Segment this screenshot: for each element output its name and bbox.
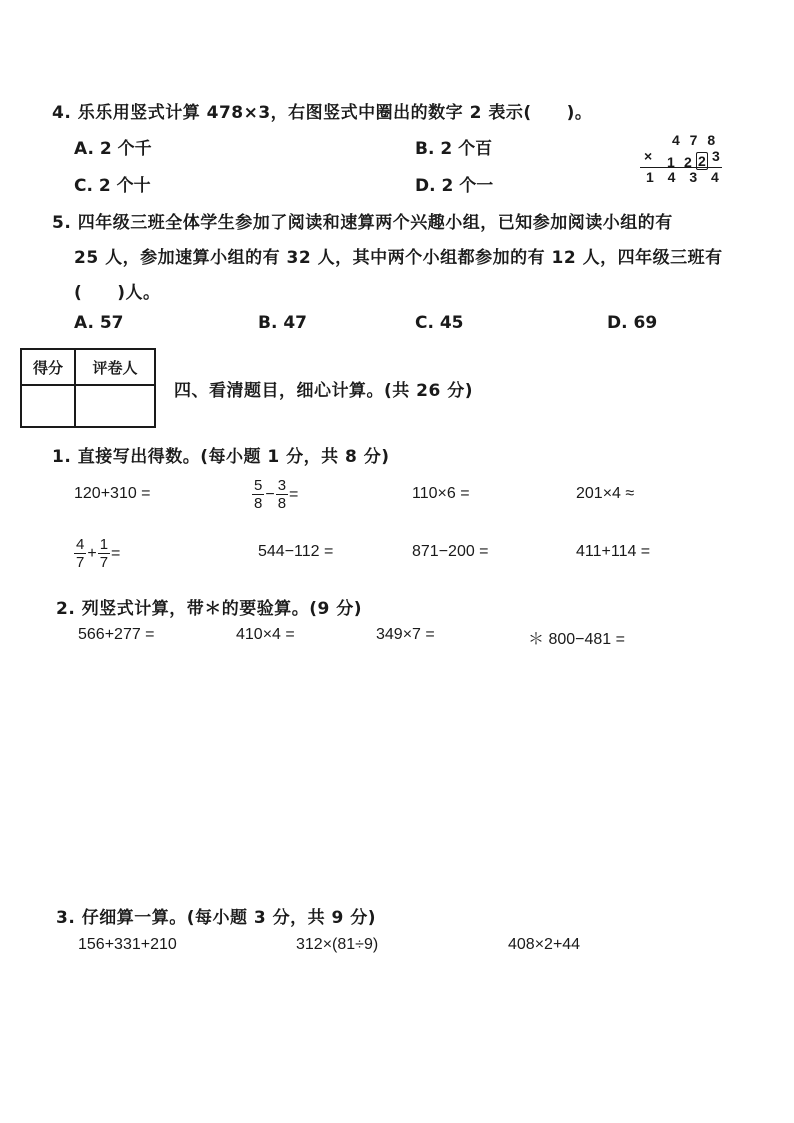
numerator: 4 [76, 536, 85, 553]
fraction-expression [252, 477, 299, 512]
calc-expression: 312×(81÷9) [296, 936, 379, 953]
carry-digit-1: 1 [667, 154, 675, 170]
calc-expression: 120+310 = [74, 485, 151, 502]
circled-carry-digit: 2 [698, 153, 706, 169]
vertical-rule [640, 167, 722, 168]
section-4-title: 四、看清题目，细心计算。(共 26 分) [174, 381, 474, 401]
question-5-line3: ( )人。 [74, 283, 161, 303]
calc-expression: 566+277 = [78, 626, 155, 643]
calc-expression: 544−112 = [258, 543, 334, 560]
score-cell [21, 385, 75, 427]
calc-expression: 349×7 = [376, 626, 435, 643]
denominator: 7 [76, 554, 85, 571]
vertical-result: 1 4 3 4 [646, 169, 724, 185]
calc-expression: 871−200 = [412, 543, 489, 560]
fraction [74, 536, 86, 571]
fraction-expression [74, 536, 121, 571]
subquestion-2-title: 2. 列竖式计算，带＊的要验算。(9 分) [56, 599, 362, 619]
fraction [252, 477, 264, 512]
equals-sign: = [111, 544, 121, 562]
q4-option-b: B. 2 个百 [415, 139, 493, 159]
calc-expression: 411+114 = [576, 543, 651, 560]
denominator: 8 [277, 495, 287, 512]
numerator: 5 [254, 477, 263, 494]
denominator: 8 [254, 495, 263, 512]
equals-sign: = [289, 485, 299, 503]
subquestion-3-title: 3. 仔细算一算。(每小题 3 分，共 9 分) [56, 908, 377, 928]
numerator: 1 [99, 536, 109, 553]
vertical-factor: 3 [712, 148, 720, 164]
q5-option-d: D. 69 [607, 313, 658, 333]
question-5-line2: 25 人，参加速算小组的有 32 人，其中两个小组都参加的有 12 人，四年级三班有 [74, 248, 723, 268]
denominator: 7 [99, 554, 109, 571]
calc-expression: 156+331+210 [78, 936, 177, 953]
q4-option-a: A. 2 个千 [74, 139, 152, 159]
calc-expression: ＊ 800−481 = [528, 631, 625, 648]
grader-cell [75, 385, 155, 427]
q4-option-d: D. 2 个一 [415, 176, 494, 196]
vertical-top-number: 4 7 8 [672, 132, 719, 148]
question-5-line1: 5. 四年级三班全体学生参加了阅读和速算两个兴趣小组，已知参加阅读小组的有 [52, 213, 673, 233]
score-table [20, 348, 156, 428]
fraction [98, 536, 110, 571]
operator: − [265, 485, 275, 503]
carry-digit-2: 2 [684, 154, 692, 170]
fraction [276, 477, 288, 512]
score-header: 得分 [21, 349, 75, 385]
calc-expression: 408×2+44 [508, 936, 581, 953]
numerator: 3 [277, 477, 287, 494]
q5-option-a: A. 57 [74, 313, 124, 333]
q5-option-c: C. 45 [415, 313, 464, 333]
calc-expression: 110×6 = [412, 485, 470, 502]
subquestion-1-title: 1. 直接写出得数。(每小题 1 分，共 8 分) [52, 447, 390, 467]
vertical-multiplication [640, 132, 724, 187]
multiply-sign: × [644, 148, 653, 164]
question-4-text: 4. 乐乐用竖式计算 478×3，右图竖式中圈出的数字 2 表示( )。 [52, 103, 593, 123]
calc-expression: 201×4 ≈ [576, 485, 635, 502]
calc-expression: 410×4 = [236, 626, 295, 643]
q5-option-b: B. 47 [258, 313, 307, 333]
operator: + [87, 544, 97, 562]
grader-header: 评卷人 [75, 349, 155, 385]
q4-option-c: C. 2 个十 [74, 176, 151, 196]
